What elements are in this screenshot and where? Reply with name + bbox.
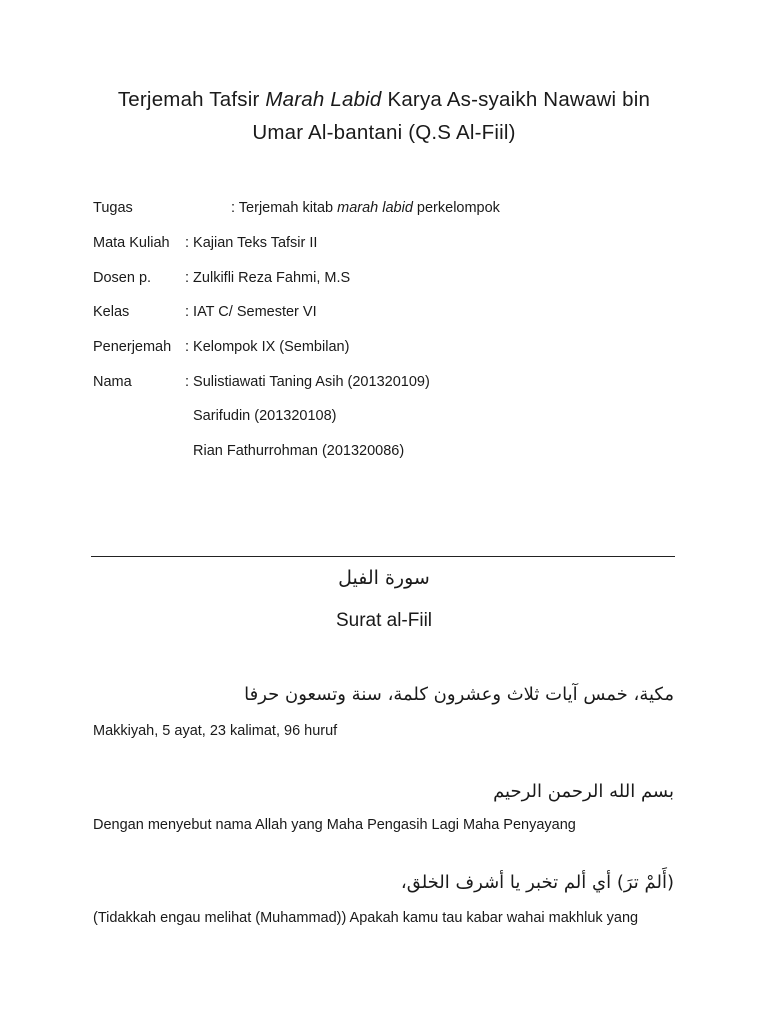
section-divider [91, 556, 675, 557]
title-suffix: Karya As-syaikh Nawawi bin [381, 88, 651, 111]
arabic-line-2: بسم الله الرحمن الرحيم [493, 781, 674, 802]
translation-line-2: Dengan menyebut nama Allah yang Maha Pengasih Lagi Maha Penyayang [93, 817, 576, 833]
tugas-value-suffix: perkelompok [412, 200, 500, 216]
kelas-value: : IAT C/ Semester VI [185, 304, 317, 320]
mata-kuliah-value: : Kajian Teks Tafsir II [185, 235, 318, 251]
arabic-line-3: (أَلمْ ترَ) أي ألم تخبر يا أشرف الخلق، [400, 872, 674, 893]
tugas-value-italic: marah labid [337, 200, 413, 216]
penerjemah-value: : Kelompok IX (Sembilan) [185, 339, 350, 355]
document-title [60, 84, 708, 149]
translation-line-1: Makkiyah, 5 ayat, 23 kalimat, 96 huruf [93, 723, 338, 739]
title-prefix: Terjemah Tafsir [117, 88, 266, 111]
arabic-line-1: مكية، خمس آيات ثلاث وعشرون كلمة، سنة وتسعون حرفا [244, 684, 674, 705]
surah-latin-title: Surat al-Fiil [335, 610, 433, 631]
tugas-value [231, 198, 500, 218]
translation-line-3: (Tidakkah engau melihat (Muhammad)) Apakah kamu tau kabar wahai makhluk yang [93, 910, 639, 926]
title-line-1 [60, 84, 708, 116]
nama-value: : Sulistiawati Taning Asih (201320109) [185, 374, 430, 390]
tugas-value-prefix: : Terjemah kitab [231, 200, 338, 216]
nama-extra-1: Sarifudin (201320108) [193, 408, 337, 424]
nama-label: Nama [93, 374, 132, 390]
mata-kuliah-label: Mata Kuliah [93, 235, 170, 251]
tugas-label: Tugas [93, 200, 133, 216]
kelas-label: Kelas [93, 304, 130, 320]
dosen-label: Dosen p. [93, 270, 152, 286]
title-line-2: Umar Al-bantani (Q.S Al-Fiil) [252, 121, 516, 144]
surah-arabic-title: سورة الفيل [338, 567, 430, 589]
penerjemah-label: Penerjemah [93, 339, 172, 355]
nama-extra-2: Rian Fathurrohman (201320086) [193, 443, 405, 459]
dosen-value: : Zulkifli Reza Fahmi, M.S [185, 270, 351, 286]
title-italic-book-name: Marah Labid [265, 88, 382, 111]
